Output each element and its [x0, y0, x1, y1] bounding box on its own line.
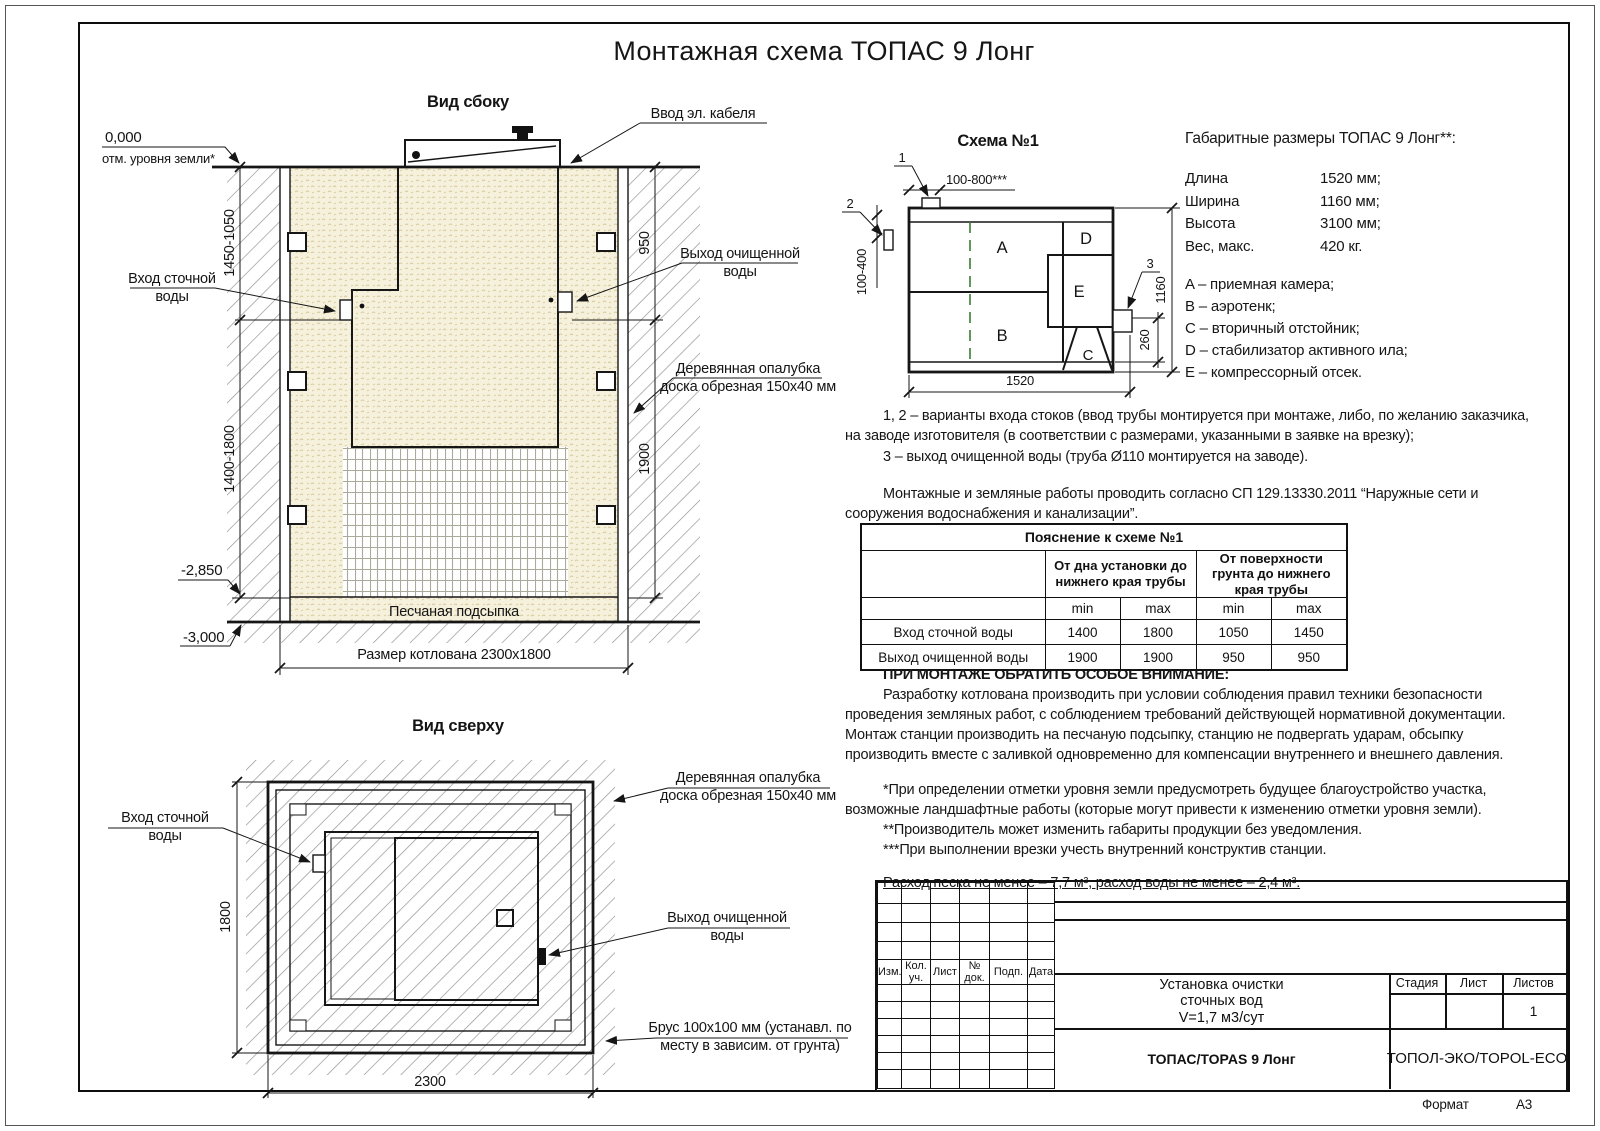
elevation-zero: 0,000 — [105, 129, 142, 146]
spec-label: Высота — [1185, 215, 1236, 232]
legend-item: B – аэротенк; — [1185, 298, 1276, 315]
product-name: ТОПАС/TOPAS 9 Лонг — [1147, 1050, 1296, 1067]
footnote-1: *При определении отметки уровня земли предусмотреть будущее благоустройство участка, возможные ландшафтные работы (которые могут привести к изменению отметки уровня земли). — [845, 782, 1487, 818]
row-label: Вход сточной воды — [861, 620, 1045, 645]
corner-brace — [290, 1020, 306, 1031]
top-view-drawing — [90, 705, 860, 1105]
formwork-right — [618, 167, 628, 622]
inlet-label: Вход сточной — [121, 810, 209, 826]
document-title-line: Установка очистки — [1159, 976, 1284, 993]
table-group-header: От дна установки до нижнего края трубы — [1045, 550, 1196, 598]
spec-value: 1160 мм; — [1320, 192, 1380, 210]
divider — [1054, 901, 1566, 903]
brus-bracket — [288, 506, 306, 524]
dim-label: 1900 — [637, 443, 653, 475]
note-outlet: 3 – выход очищенной воды (труба Ø110 монтируется на заводе). — [883, 448, 1308, 465]
outlet-bolt — [549, 298, 554, 303]
table-minmax: min — [1196, 598, 1271, 620]
document-title-line: V=1,7 м3/сут — [1178, 1009, 1265, 1026]
spec-row — [1185, 168, 1545, 191]
callout-3: 3 — [1146, 256, 1154, 271]
format-value: А3 — [1516, 1097, 1533, 1112]
formwork-label: доска обрезная 150х40 мм — [659, 379, 837, 395]
spec-value: 420 кг. — [1320, 237, 1363, 255]
col-header: № док. — [960, 960, 990, 985]
outlet-label: Выход очищенной — [667, 910, 787, 926]
col-header: Изм. — [878, 960, 902, 985]
outlet-label: воды — [710, 928, 744, 944]
sand-bed-label: Песчаная подсыпка — [388, 604, 520, 620]
table-title: Пояснение к схеме №1 — [861, 524, 1347, 550]
vent-cap — [512, 126, 533, 133]
inlet-label: воды — [148, 828, 182, 844]
divider — [1054, 919, 1566, 921]
col-header: Лист — [931, 960, 960, 985]
row-value: 1400 — [1045, 620, 1120, 645]
corner-brace — [290, 804, 306, 815]
row-value: 1900 — [1120, 645, 1196, 670]
vent-neck — [517, 133, 528, 140]
spec-value: 3100 мм; — [1320, 215, 1381, 232]
col-header: Подп. — [990, 960, 1028, 985]
lid-slope-line — [408, 146, 556, 162]
drawing-title: Монтажная схема ТОПАС 9 Лонг — [613, 36, 1035, 66]
pit-size-label: Размер котлована 2300х1800 — [357, 647, 551, 663]
sheets-value: 1 — [1529, 1002, 1538, 1019]
notes-block — [845, 406, 1545, 524]
clarifier-funnel — [1097, 327, 1112, 370]
row-value: 1800 — [1120, 620, 1196, 645]
elevation-2850: -2,850 — [181, 562, 223, 579]
sheets-label: Листов — [1513, 976, 1554, 990]
leader-line — [1128, 272, 1142, 308]
chamber-e: E — [1073, 283, 1085, 301]
legend-item: C – вторичный отстойник; — [1185, 320, 1360, 337]
legend-item: D – стабилизатор активного ила; — [1185, 342, 1408, 359]
attention-heading: ПРИ МОНТАЖЕ ОБРАТИТЬ ОСОБОЕ ВНИМАНИЕ: — [883, 667, 1230, 683]
note-variants: 1, 2 – варианты входа стоков (ввод трубы монтируется при монтаже, либо, по желанию заказчика, на заводе изготовителя (в соответствии с размерами, указанными в заявке на врезку); — [845, 408, 1529, 445]
inlet-option-2 — [884, 230, 893, 250]
formwork-label: доска обрезная 150х40 мм — [659, 788, 837, 804]
stage-label: Стадия — [1395, 976, 1439, 990]
inlet-label: воды — [155, 289, 189, 305]
legend-item: E – компрессорный отсек. — [1185, 364, 1362, 381]
outlet-stub — [1113, 310, 1132, 332]
revision-grid — [877, 882, 1055, 1089]
corner-brace — [555, 804, 571, 815]
elevation-3000: -3,000 — [183, 629, 225, 646]
specs-block — [1185, 130, 1545, 384]
leader-line — [860, 212, 882, 235]
formwork-label: Деревянная опалубка — [675, 770, 821, 786]
dim-label: 1160 — [1153, 276, 1168, 304]
row-value: 1050 — [1196, 620, 1271, 645]
brus-bracket — [597, 506, 615, 524]
spec-row — [1185, 236, 1545, 259]
row-value: 1900 — [1045, 645, 1120, 670]
ground-hatch-bottom — [227, 622, 700, 643]
table-cell — [861, 598, 1045, 620]
document-title — [1054, 975, 1389, 1028]
inlet-option-1 — [922, 198, 940, 208]
cable-entry-label: Ввод эл. кабеля — [650, 106, 756, 122]
brus-bracket — [597, 372, 615, 390]
chamber-d: D — [1080, 230, 1092, 248]
outlet-label: воды — [723, 264, 757, 280]
dim-label: 1800 — [218, 901, 234, 933]
spec-label: Длина — [1185, 170, 1228, 187]
legend-item: A – приемная камера; — [1185, 276, 1335, 293]
outlet-pipe-stub — [538, 948, 546, 965]
consumption-note: Расход песка не менее – 7,7 м³, расход воды не менее – 2,4 м³. — [883, 875, 1301, 891]
callout-2: 2 — [846, 196, 854, 211]
dim-label: 260 — [1137, 329, 1152, 351]
dim-label: 1400-1800 — [222, 425, 238, 493]
footnote-3: ***При выполнении врезки учесть внутренний конструктив станции. — [883, 842, 1327, 858]
side-view-drawing — [85, 85, 845, 700]
format-label: Формат — [1422, 1097, 1469, 1112]
leader-line — [912, 166, 928, 196]
table-minmax: max — [1120, 598, 1196, 620]
outlet-pipe-stub — [558, 292, 572, 312]
spec-label: Вес, макс. — [1185, 237, 1255, 255]
dim-label: 1520 — [1005, 373, 1035, 388]
brus-bracket — [288, 233, 306, 251]
spec-value: 1520 мм; — [1320, 170, 1381, 187]
clarifier-funnel — [1063, 327, 1077, 370]
formwork-label: Деревянная опалубка — [675, 361, 821, 377]
brus-bracket — [288, 372, 306, 390]
inlet-pipe-stub — [340, 300, 352, 320]
chamber-c: C — [1082, 347, 1094, 364]
spec-row — [1185, 213, 1545, 236]
gravel-base — [343, 447, 568, 597]
row-label: Выход очищенной воды — [861, 645, 1045, 670]
company-name: ТОПОЛ-ЭКО/TOPOL-ECO — [1386, 1050, 1568, 1067]
inlet-pipe-stub — [313, 855, 325, 872]
explanation-table — [860, 523, 1348, 671]
footnote-2: **Производитель может изменить габариты продукции без уведомления. — [883, 822, 1362, 838]
dim-label: 1450-1050 — [222, 209, 238, 277]
col-header: Дата — [1028, 960, 1055, 985]
note-sp: Монтажные и земляные работы проводить согласно СП 129.13330.2011 “Наружные сети и сооружения водоснабжения и канализации”. — [845, 485, 1479, 523]
dim-label: 950 — [637, 231, 653, 255]
table-minmax: max — [1271, 598, 1347, 620]
cable-gland — [412, 151, 420, 159]
chamber-a: A — [996, 239, 1008, 257]
dim-label: 2300 — [414, 1074, 446, 1090]
brus-label: Брус 100х100 мм (устанавл. по — [648, 1020, 852, 1036]
schema-drawing — [820, 120, 1190, 410]
dim-label: 100-400 — [854, 248, 869, 296]
specs-title: Габаритные размеры ТОПАС 9 Лонг**: — [1185, 130, 1456, 147]
table-row — [861, 620, 1347, 645]
leader-line — [571, 123, 640, 163]
table-cell — [861, 550, 1045, 598]
inlet-label: Вход сточной — [128, 271, 216, 287]
callout-1: 1 — [898, 150, 906, 165]
document-title-line: сточных вод — [1180, 993, 1263, 1010]
dim-label: 100-800*** — [946, 172, 1007, 187]
chamber-legend — [1185, 274, 1545, 384]
elevation-zero-note: отм. уровня земли* — [102, 151, 215, 166]
spec-label: Ширина — [1185, 192, 1240, 210]
table-group-header: От поверхности грунта до нижнего края трубы — [1196, 550, 1347, 598]
attention-body: Разработку котлована производить при условии соблюдения правил техники безопасности проведения земляных работ, с соблюдением требований действующей нормативной документации. Монтаж станции производить на песчаную подсыпку, станцию не подвергать ударам, обсыпку производить вместе с заливкой одновременно для компенсации внутреннего и внешнего давления. — [845, 687, 1506, 763]
row-value: 950 — [1271, 645, 1347, 670]
chamber-b: B — [996, 327, 1008, 345]
revision-header-row — [878, 960, 1055, 985]
col-header: Кол. уч. — [902, 960, 931, 985]
row-value: 1450 — [1271, 620, 1347, 645]
brus-label: месту в зависим. от грунта) — [660, 1038, 840, 1054]
row-value: 950 — [1196, 645, 1271, 670]
top-view-title: Вид сверху — [412, 717, 504, 735]
table-minmax: min — [1045, 598, 1120, 620]
sheet-label: Лист — [1459, 976, 1488, 990]
attention-block — [845, 665, 1547, 893]
inlet-bolt — [360, 304, 365, 309]
outlet-label: Выход очищенной — [680, 246, 800, 262]
corner-brace — [555, 1020, 571, 1031]
title-block — [875, 880, 1568, 1092]
brus-bracket — [597, 233, 615, 251]
spec-row — [1185, 191, 1545, 214]
side-view-title: Вид сбоку — [427, 93, 509, 111]
schema-title: Схема №1 — [957, 132, 1039, 150]
